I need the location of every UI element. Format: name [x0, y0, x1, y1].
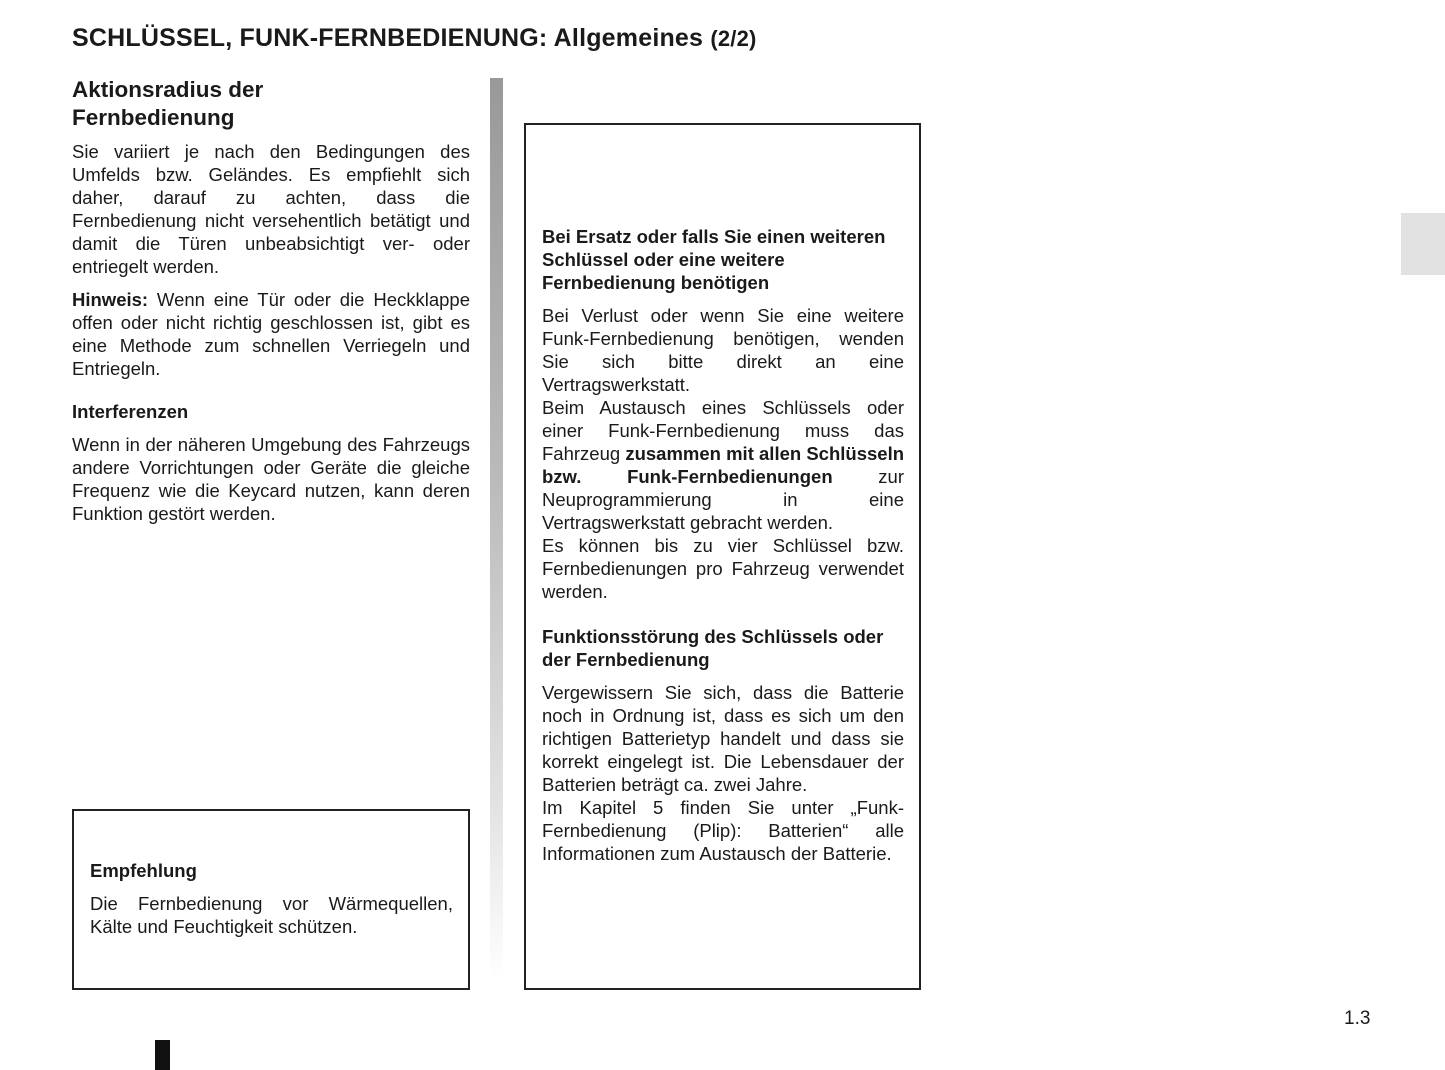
page-title-text: SCHLÜSSEL, FUNK-FERNBEDIENUNG: Allgemeines: [72, 24, 704, 52]
exchange-text-post: zur Neuprogrammierung in eine Vertragswerkstatt gebracht werden.: [542, 466, 904, 533]
heading-line-2: Fernbedienung: [72, 105, 235, 130]
recommendation-heading: Empfehlung: [90, 860, 197, 881]
replacement-text-loss: Bei Verlust oder wenn Sie eine weitere Funk-Fernbedienung benötigen, wenden Sie sich bitte direkt an eine Vertragswerkstatt.: [542, 305, 904, 395]
page-number: 1.3: [1344, 1008, 1371, 1029]
malfunction-text-chapter: Im Kapitel 5 finden Sie unter „Funk-Fernbedienung (Plip): Batterien“ alle Informationen zum Austausch der Batterie.: [542, 797, 904, 864]
replacement-info-box: [524, 123, 921, 990]
chapter-tab: [1401, 213, 1445, 275]
note-paragraph: [72, 288, 470, 380]
range-paragraph: Sie variiert je nach den Bedingungen des Umfelds bzw. Geländes. Es empfiehlt sich daher, darauf zu achten, dass die Fernbedienung nicht versehentlich betätigt und damit die Türen unbeabsichtigt ver- oder entriegelt werden.: [72, 141, 470, 277]
page-title-suffix: (2/2): [710, 26, 757, 51]
section-heading-range: [72, 76, 470, 132]
column-divider: [490, 78, 503, 980]
malfunction-heading: Funktionsstörung des Schlüssels oder der Fernbedienung: [542, 626, 884, 670]
page-title: [72, 24, 757, 53]
heading-line-1: Aktionsradius der: [72, 77, 264, 102]
left-column: [72, 76, 470, 535]
recommendation-text: Die Fernbedienung vor Wärmequellen, Kälte und Feuchtigkeit schützen.: [90, 893, 453, 937]
note-text: Wenn eine Tür oder die Heckklappe offen oder nicht richtig geschlossen ist, gibt es eine Methode zum schnellen Verriegeln und Entriegeln.: [72, 289, 470, 379]
replacement-text-exchange: [542, 396, 904, 534]
exchange-text-pre: Beim Austausch eines Schlüssels oder einer Funk-Fernbedienung muss das Fahrzeug: [542, 397, 904, 464]
interference-heading: Interferenzen: [72, 401, 189, 422]
malfunction-text-battery: Vergewissern Sie sich, dass die Batterie noch in Ordnung ist, dass es sich um den richtigen Batterietyp handelt und dass sie korrekt eingelegt ist. Die Lebensdauer der Batterien beträgt ca. zwei Jahre.: [542, 682, 904, 795]
interference-paragraph: Wenn in der näheren Umgebung des Fahrzeugs andere Vorrichtungen oder Geräte die gleiche Frequenz wie die Keycard nutzen, kann deren Funktion gestört werden.: [72, 434, 470, 524]
recommendation-box: [72, 809, 470, 990]
replacement-heading: Bei Ersatz oder falls Sie einen weiteren Schlüssel oder eine weitere Fernbedienung benötigen: [542, 226, 886, 293]
replacement-text-limit: Es können bis zu vier Schlüssel bzw. Fernbedienungen pro Fahrzeug verwendet werden.: [542, 535, 904, 602]
exchange-text-bold: zusammen mit allen Schlüsseln bzw. Funk-Fernbedienungen: [542, 443, 905, 487]
print-marker: [155, 1040, 170, 1070]
note-label: Hinweis:: [72, 289, 149, 310]
